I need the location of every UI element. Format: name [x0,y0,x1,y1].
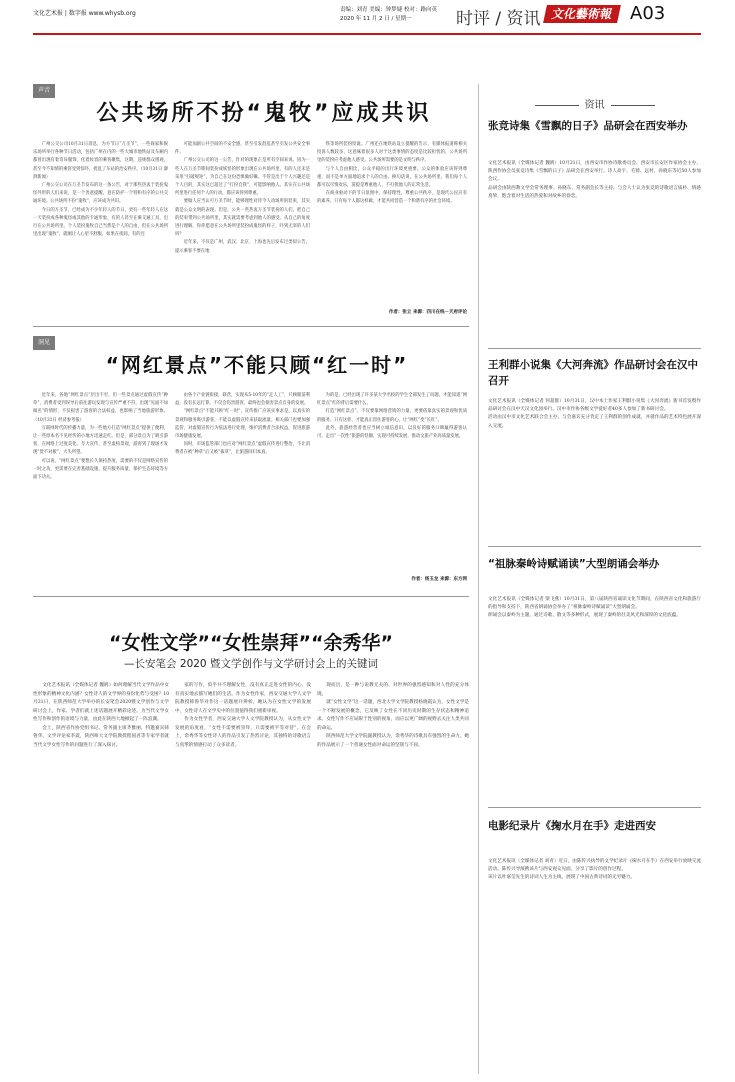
news-body-1: 文化艺术报讯（全媒体记者 魏鸥）10月31日，由西安市作协诗歌委员会、西安市长安区作家协会主办，陕西作协会员张竞诗集《雪飘的日子》品研会在西安举行。诗人高宇、毛锜、远村、孙晓东等近50人参加会议。 品研会由陕西教文学会常务理事、孙晓东、常务副会长等主持。与会人士认为张竞的诗歌语言质朴、情感真挚，饱含着对生活的热爱和对故乡的眷恋。 [488,161,701,199]
article1-col1: 广州公交公司10月31日消息，为方节日“万圣节”，一些商家和娱乐场所举行各种节日活动，包括广州在内的一些大城市地铁站及车厢内都曾出现有着奇异服饰、化着妆容的乘客聚集，这期，违规群众围观，甚至今不知情的乘客受到惊吓，扰乱了车站的治安秩序。（10月31日 澎湃新闻） 广州公交公司在万圣节发布的这一条公告，对于那些热衷于装扮鬼怪外形的人们来说，是一个善意提醒，意在防护一个特和有序的公共交通环境。公共场所不扮“鬼牧”，应该成为共识。 今日的万圣节，已经成为不少年轻人的节日，更有一些年轻人在这一天装扮成各种鬼怪或其他的卡通形象，有的人甚至在乘交通工具，出行在公共场所里。个人装扮鬼牧自己当然是个人的自由，但在公共场所里出现“鬼牧”，就刚让人心里不舒服，如果在夜间，有的还 [33,142,168,238]
tag-shengyin: 声音 [33,84,55,98]
divider [488,807,701,808]
article1-col3: 铁等场所装扮怪诞。广州还在地铁站设立提醒的告示，有媒体报道称相关投诉人数较多，这意味着很多人对于这类事情的态度是比较担忧的，公共场所里的装扮应考虑他人感受。公共场所需要的是文明与秩序。 与个人自由相比，公众平稳的出行环境更重要。公众的体验应该得到尊重，而不是单方面地追求个人的自由。换句话说，在公共场所里，我们每个人都可以尽情欢乐，前提是尊重他人，不打扰他人的正常生活。 在商业驱动下的节日氛围中，保持理性，尊重公共秩序，是现代公民应有的素养。只有每个人都这样做，才能共同营造一个和谐有序的社会环境。 [317,142,467,205]
news-label: 资讯 [488,96,701,111]
article2-col2: 由各个产业链衔接，联营，实现从5-10年的“走人工”，只顾眼前利益，没有长远打算，不仅会伤害游客，最终也会损害景点自身的发展。 “网红景点”不能只顾“红一时”，宣传推广应该实事求是，以真实的景观和服务吸引游客，不能以虚假宣传来获取流量。相关部门也要加强监管，对虚假宣传行为依法进行处理，维护消费者合法权益，促进旅游市场健康发展。 同时，市场监管部门也应对“网红景点”虚假宣传进行整治，不让消费者在被“种草”后又被“拔草”，让旅游回归本真。 [175,393,310,456]
tag-dongjian: 洞见 [33,336,55,350]
header-editors [340,6,437,24]
divider [488,546,701,547]
divider [33,596,469,597]
article2-title: “网红景点”不能只顾“红一时” [105,353,409,377]
news-title-1: 张竞诗集《雪飘的日子》品研会在西安举办 [488,120,688,132]
article3-title: “女性文学”“女性崇拜”“余秀华” [109,632,393,654]
article1-byline: 作者：张立 来源：四川在线－天府评论 [388,310,467,315]
divider [488,348,701,349]
article2-col1: 近年来，各地“网红景点”层出不穷，但一些景点通过虚假宣传“种草”，消费者受到误导后前往游玩发现与宣传严重不符，出现“见面不如闻名”的情形，不仅损害了游客的合法权益，也影响了当地旅游形象。（10月31日 经济参考报） 互联网时代的传播力量，为一些地方打造“网红景点”提供了便利，让一些原本名不见经传的小地方迅速走红。但是，部分景点为了吸引游客，在网络上过度美化、夸大宣传，甚至虚构景观，游客到了现场才发现“货不对板”，大失所望。 可以说，“网红景点”要想长久保持热度，需要的不仅是网络宣传的一时之功，更需要在完善基础设施、提升服务质量、保护生态环境等方面下功夫。 [33,393,168,481]
header-site: 文化艺术报 | 数字报 www.whysb.org [33,10,136,17]
news-title-4: 电影纪录片《掬水月在手》走进西安 [488,820,656,832]
section-title: 时评 / 资讯 [456,9,541,29]
column-divider [478,84,479,1074]
article2-col3: 为的是，已经出现了许多某大学名校的学生全部发生了问题，才能知道“网红景点”红的背后需要什么。 打造“网红景点”，不仅要靠网络营销的力量，更要依靠真实的景观和优质的服务。只有这样，才能真正留住游客的心，让“网红”变“长红”。 此外，旅游经营者也应当树立诚信意识，以良好的服务口碑赢得游客认可，走出“一次性”旅游的怪圈，实现可持续发展，推动文旅产业高质量发展。 [317,393,467,440]
news-body-2: 文化艺术报讯（全媒体记者 何超群）10月31日，汉中本土作家王利群小说集《大河奔流》新书首发暨作品研讨会在汉中天汉文化园举行。汉中市作协各级文学爱好者40多人参加了新书研讨会。 活动由汉中市文化艺术联合会主办，与会嘉宾充分肯定了王利群的创作成就，并就作品的艺术特色展开深入交流。 [488,399,701,429]
article1-col2: 可能加剧公共空间的不安全感，甚至引发混乱甚至引发公共安全事件。 广州公交公司的这一公告，针对的现象正是所有空间来说。因为一些人在万圣节期间装扮成妖怪的形象出现在公共场所里，有的人还未是采用“打破规矩”，为自己在这份恐惧做好嘛。不管是出于个人兴趣还是个人目的，其实这已超过了“打扮自我”，可能影响他人。其实在公共场所里进行任何个人的行动，都应该得到尊重。 要做人应当认可万圣节时，能够理性对待今人动场所的装束，其实就是公众文明的表现。但是，公共一些热衷万圣节装扮的人们，把自己的装束带到公共场所里，其实就需要考虑到他人的感受。从自己的角度进行理解，你你愿意在公共场所里装扮成鬼怪的样子，吓到无辜的人们吗？ 近年来，不仅是广州，武汉、北京、上海也先后发布过类似公告，提示乘客不要在地 [175,142,310,254]
header-divider [33,33,701,35]
article3-col1: 文化艺术报讯（全媒体记者 魏鸥）如何理解当代文学作品中女性形象的精神文化内涵？女性诗人的文学界的身份化势与受困？10月31日，在陕西师范大学举办的长安笔会2020暨文学创作与文学研讨会上，作家、学者们就上述话题展开精彩论述。为当代文学女性写作和创作的语境与力量，由此在陕西大地掀起了一阵浪潮。 会上，陕西省作协党组书记、常务副主席齐雅丽，特邀嘉宾韩鲁华、文学评论家李震，陕西师大文学院教授程国君等专家学者就当代文学女性写作的问题进行了深入探讨。 [33,683,169,748]
page-number: A03 [630,3,666,24]
divider [33,326,469,327]
news-title-2: 王利群小说集《大河奔流》作品研讨会在汉中召开 [488,359,698,387]
editor-line: 责编：刘青 美编：钟梦婕 校对：路向英 [340,7,437,13]
news-title-3: “祖脉秦岭诗赋诵读”大型朗诵会举办 [488,558,660,570]
article1-title: 公共场所不扮“鬼牧”应成共识 [96,101,432,126]
article3-col3: 现而出，是一种与说教无关的、对世界的强烈感知和对人性的充分体现。 就“女性文学”这一话题，西北大学文学院教授杨晓霞认为，女性文学是一个不断发展的概念，它反映了女性在不同历史时期的生存状态和精神追求。女性写作不应局限于性别的视角，而应以更广阔的视野去关注人类共同的命运。 陕西师范大学文学院副教授认为，余秀华的诗歌具有强烈的生命力，她的作品展示了一个普通女性面对命运的坚韧与不屈。 [317,683,469,748]
article3-col2: 家的写作，似乎并不理解女性，没有真正走进女性的内心，没有真实地去描写她们的生活。作为女性作家，西安交通大学人文学院教授韩鲁华对作这一话题展开辨析，她认为在女性文学的发展中，女性诗人在文学史中的位置值得我们重新审视。 作为女性学者，西安交通大学人文学院教授认为，从女性文学发展的角度看，“女性不需要被崇拜，只需要被平等对待”。在会上，余秀华等女性诗人的作品引发了热烈讨论，其独特的诗歌语言与真挚的情感打动了众多读者。 [175,683,311,748]
date-line: 2020 年 11 月 2 日 / 星期一 [340,16,412,22]
article2-byline: 作者：杨玉龙 来源：东方网 [411,577,467,582]
news-body-4: 文化艺术报讯（全媒体记者 刘青）近日，由陈传兴执导的文学纪录片《掬水月在手》在西安举行放映交流活动。陈传兴导演携该片与西安观众见面，分享了影片的创作过程。 该片以叶嘉莹先生的诗词人生为主线，展现了中国古典诗词的无穷魅力。 [488,859,701,881]
newspaper-logo: 文化藝術報 [543,5,621,23]
news-body-3: 文化艺术报讯（全媒体记者 梁飞燕）10月31日，第八届陕西省诵读文化节期间，在陕西省文化和旅游厅的指导和支持下，陕西省朗诵协会举办了“祖脉秦岭诗赋诵读”大型朗诵会。 朗诵会以秦岭为主题，通过诗歌、散文等多种形式，展现了秦岭的壮美风光和深厚的文化底蕴。 [488,597,701,619]
article3-subtitle: —长安笔会 2020 暨文学创作与文学研讨会上的关键词 [124,658,378,670]
